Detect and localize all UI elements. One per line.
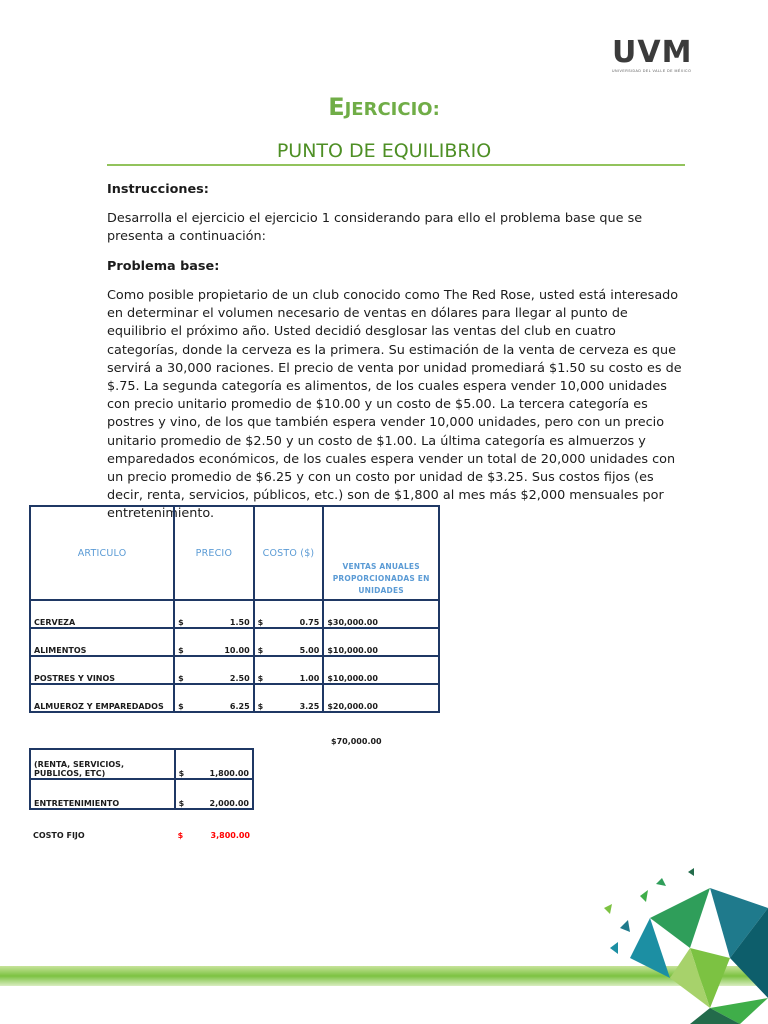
table-row <box>30 600 439 628</box>
fixed-total-amount <box>175 809 253 840</box>
logo-text: UVM <box>612 35 693 70</box>
table-row <box>30 749 253 779</box>
title-rest: JERCICIO: <box>344 99 440 120</box>
currency-sign: $ <box>178 799 185 808</box>
fixed-amount <box>175 749 253 779</box>
costo-value: 3.25 <box>299 702 320 711</box>
row-precio <box>174 600 254 628</box>
row-articulo: ALIMENTOS <box>30 628 174 656</box>
precio-value: 2.50 <box>229 674 250 683</box>
currency-sign: $ <box>257 674 264 683</box>
row-costo <box>254 656 324 684</box>
currency-sign: $ <box>177 831 184 840</box>
row-costo <box>254 684 324 712</box>
sales-total: $70,000.00 <box>331 737 382 746</box>
instructions-text: Desarrolla el ejercicio el ejercicio 1 considerando para ello el problema base que se presenta a continuación: <box>107 211 643 245</box>
row-ventas: $10,000.00 <box>323 628 439 656</box>
currency-sign: $ <box>178 769 185 778</box>
page-title <box>0 93 768 121</box>
row-precio <box>174 656 254 684</box>
table-row <box>30 656 439 684</box>
fixed-label: (RENTA, SERVICIOS, PUBLICOS, ETC) <box>30 749 175 779</box>
fixed-label: ENTRETENIMIENTO <box>30 779 175 809</box>
header-articulo: ARTICULO <box>30 506 174 600</box>
precio-value: 1.50 <box>229 618 250 627</box>
precio-value: 6.25 <box>229 702 250 711</box>
title-first-letter: E <box>328 93 345 121</box>
currency-sign: $ <box>178 618 184 627</box>
products-table <box>29 505 440 713</box>
fixed-total-row <box>30 809 253 840</box>
amount-value: 2,000.00 <box>209 799 249 808</box>
costo-value: 1.00 <box>299 674 320 683</box>
logo-subtitle: UNIVERSIDAD DEL VALLE DE MÉXICO <box>612 69 692 73</box>
problem-text: Como posible propietario de un club conocido como The Red Rose, usted está interesado en determinar el volumen necesario de ventas en dólares para llegar al punto de equilibrio el próximo año. Usted decidió desglosar las ventas del club en cuatro categorías, donde la cerveza es la primera. Su estimación de la venta de cerveza es que servirá a 30,000 raciones. El precio de venta por unidad promediará $1.50 su costo es de $.75. La segunda categoría es alimentos, de los cuales espera vender 10,000 unidades con precio unitario promedio de $10.00 y un costo de $5.00. La tercera categoría es postres y vino, de los que también espera vender 10,000 unidades, pero con un precio unitario promedio de $2.50 y un costo de $1.00. La última categoría es almuerzos y emparedados económicos, de los cuales espera vender un total de 20,000 unidades con un precio promedio de $6.25 y con un costo por unidad de $3.25. Sus costos fijos (es decir, renta, servicios, públicos, etc.) son de $1,800 al mes más $2,000 mensuales por entretenimiento. <box>107 288 682 522</box>
instructions-label: Instrucciones: <box>107 182 209 197</box>
row-ventas: $20,000.00 <box>323 684 439 712</box>
currency-sign: $ <box>257 702 264 711</box>
header-precio: PRECIO <box>174 506 254 600</box>
fixed-total-label: COSTO FIJO <box>33 831 85 840</box>
costo-value: 0.75 <box>299 618 320 627</box>
header-costo: COSTO ($) <box>254 506 324 600</box>
row-precio <box>174 628 254 656</box>
row-precio <box>174 684 254 712</box>
row-ventas: $30,000.00 <box>323 600 439 628</box>
costo-value: 5.00 <box>299 646 320 655</box>
amount-value: 3,800.00 <box>210 831 250 840</box>
currency-sign: $ <box>257 618 264 627</box>
currency-sign: $ <box>257 646 264 655</box>
title-divider <box>107 164 685 166</box>
table-row <box>30 628 439 656</box>
row-articulo: POSTRES Y VINOS <box>30 656 174 684</box>
currency-sign: $ <box>178 702 184 711</box>
table-row <box>30 779 253 809</box>
fixed-costs-table <box>29 748 254 840</box>
currency-sign: $ <box>178 646 184 655</box>
table-header-row <box>30 506 439 600</box>
decorative-polygons <box>590 868 768 1024</box>
header-ventas: VENTAS ANUALES PROPORCIONADAS EN UNIDADES <box>323 506 439 600</box>
problem-label: Problema base: <box>107 259 220 274</box>
row-costo <box>254 628 324 656</box>
page-subtitle: PUNTO DE EQUILIBRIO <box>276 140 492 162</box>
uvm-logo <box>612 35 718 74</box>
currency-sign: $ <box>178 674 184 683</box>
table-row <box>30 684 439 712</box>
amount-value: 1,800.00 <box>209 769 249 778</box>
row-articulo: CERVEZA <box>30 600 174 628</box>
precio-value: 10.00 <box>224 646 250 655</box>
row-costo <box>254 600 324 628</box>
row-ventas: $10,000.00 <box>323 656 439 684</box>
row-articulo: ALMUEROZ Y EMPAREDADOS <box>30 684 174 712</box>
fixed-amount <box>175 779 253 809</box>
